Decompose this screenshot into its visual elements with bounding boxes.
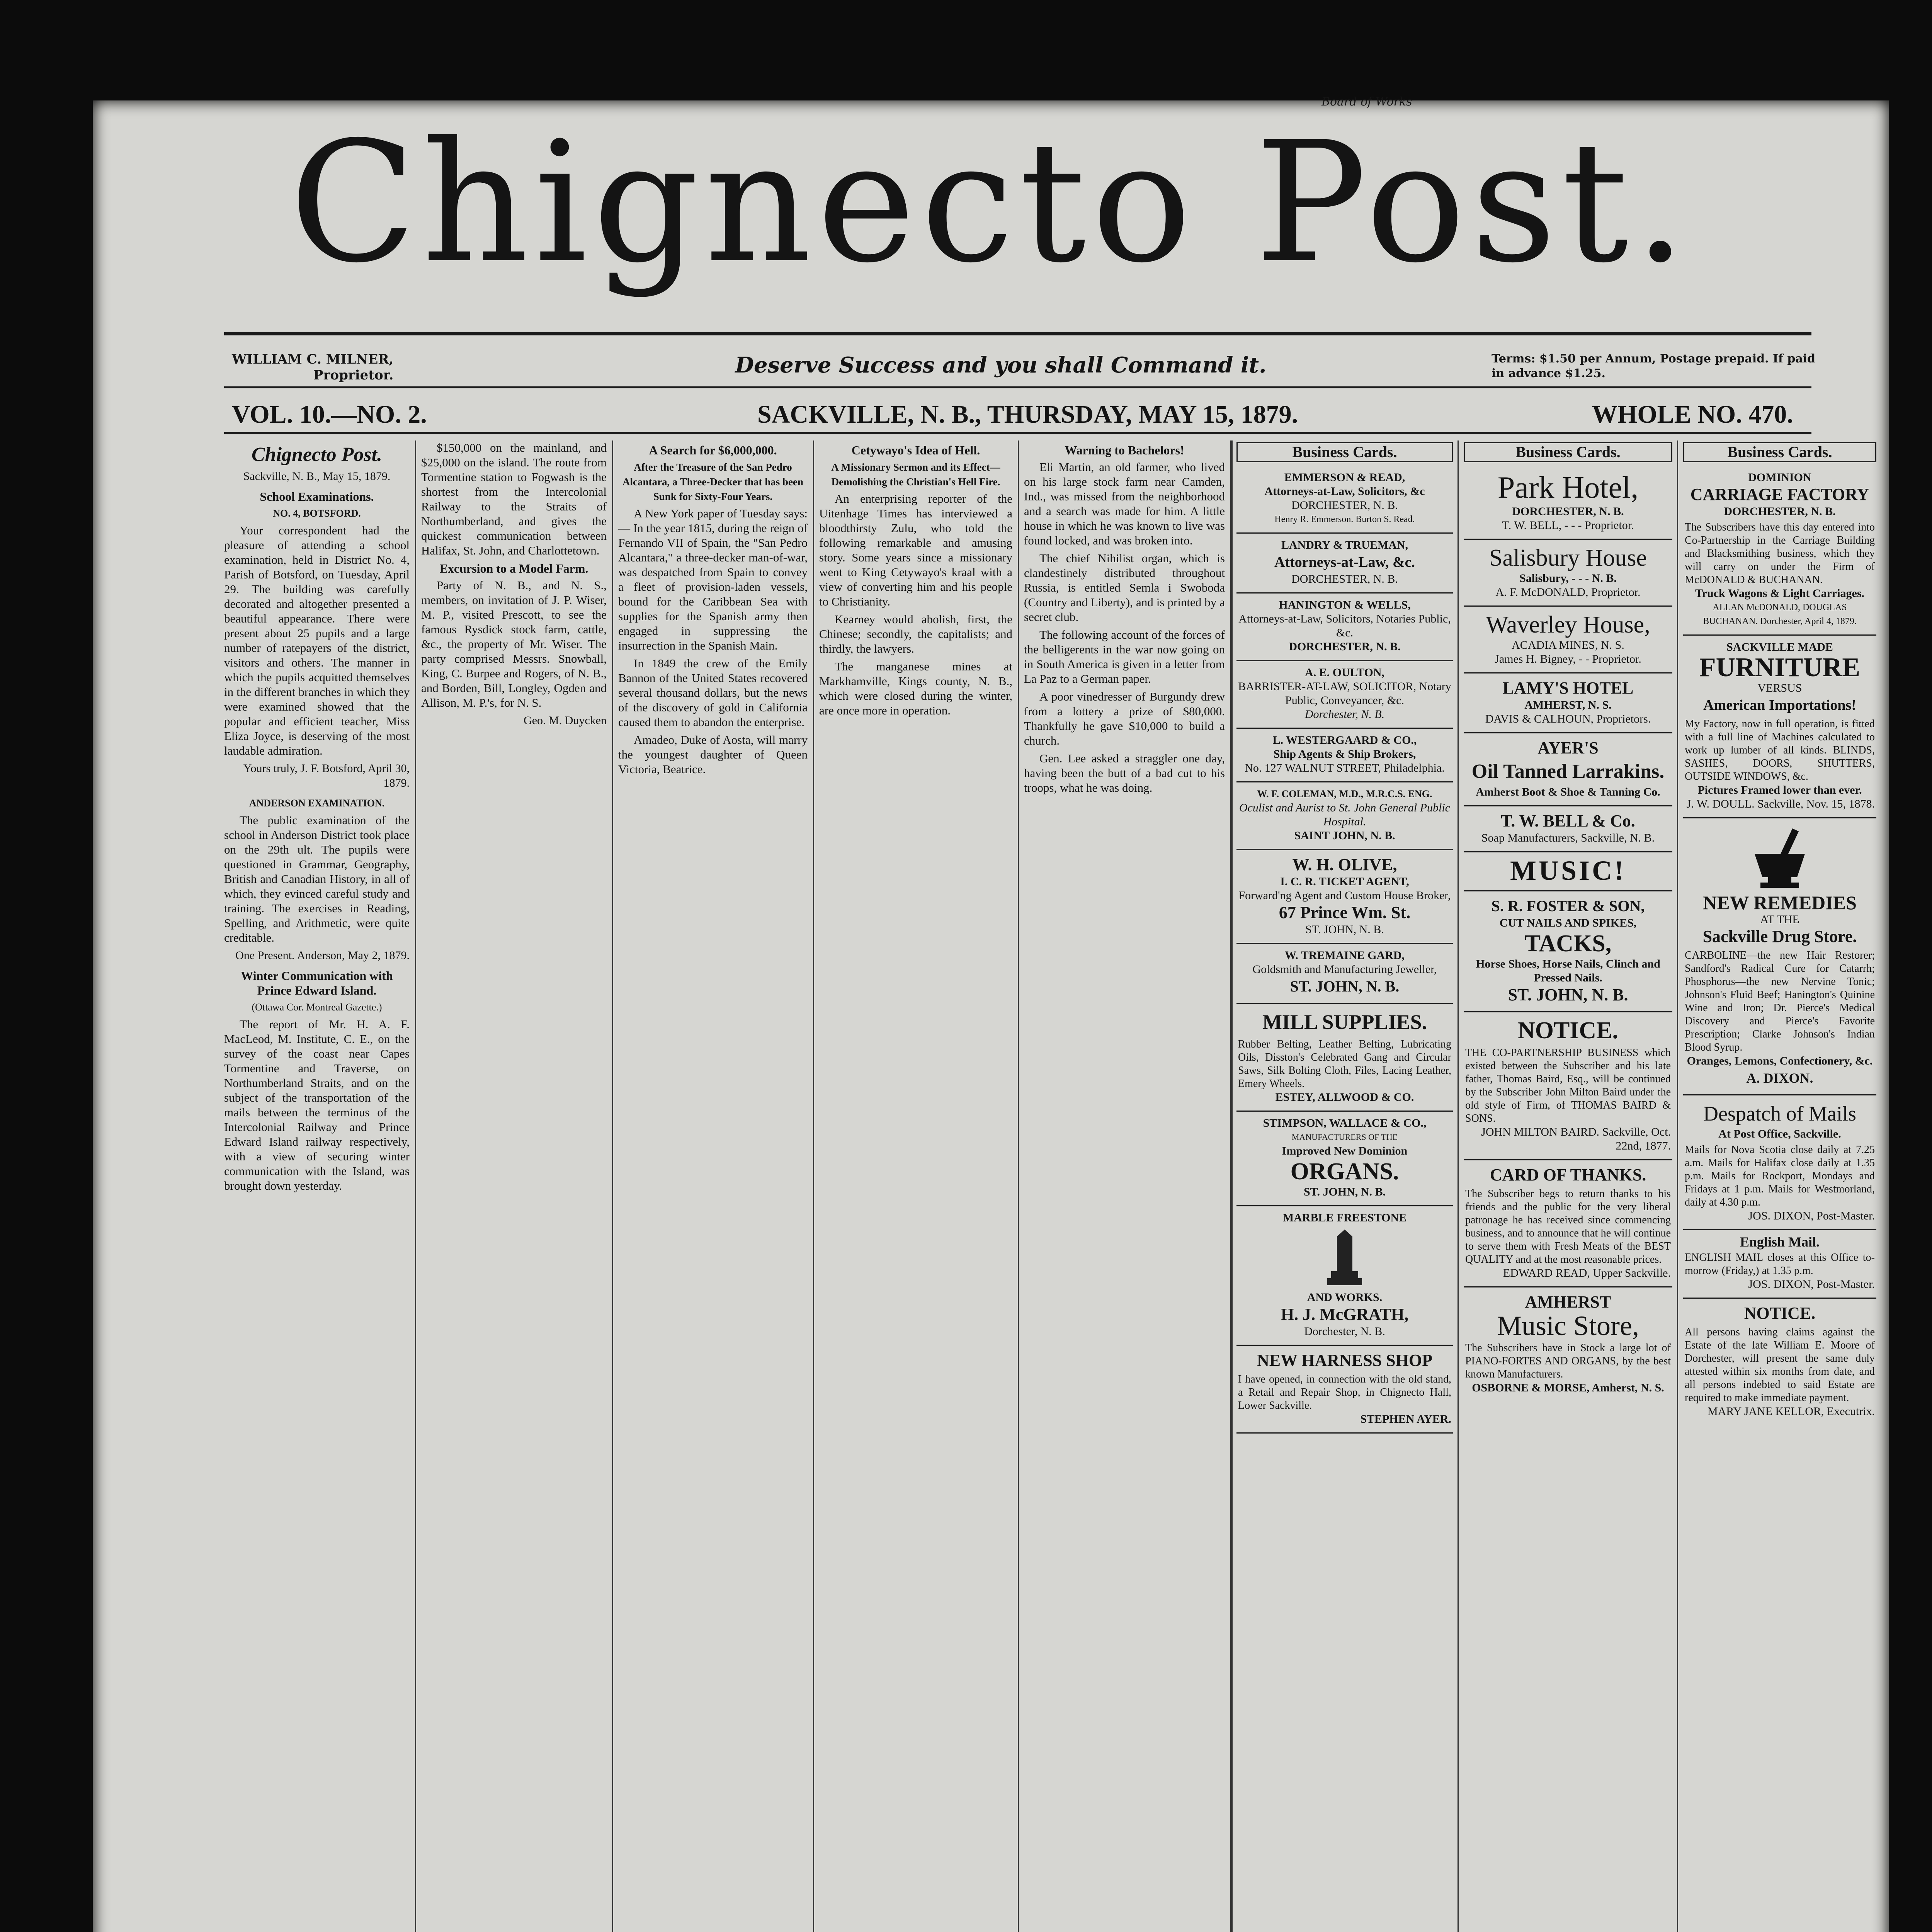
volume-number: VOL. 10.—NO. 2. [232, 400, 427, 429]
masthead-rule-mid [224, 386, 1811, 388]
column-rule [1458, 440, 1459, 1932]
publisher-role: Proprietor. [313, 367, 394, 383]
notice-moore-estate: NOTICE. All persons having claims against the Estate of the late William E. Moore of Dorchester, will present the same duly attested within six months from date, and all persons indebted to said Estate are required to make immediate payment. MARY JANE KELLOR, Executrix. [1685, 1304, 1875, 1418]
paper-name: Chignecto Post. [251, 444, 383, 466]
card-of-thanks: CARD OF THANKS. The Subscriber begs to return thanks to his friends and the public for the very liberal patronage he has received since commencing business, and to announce that he will continue to serve them with Fresh Meats of the BEST QUALITY and at the most reasonable prices. EDWARD READ, Upper Sackville. [1464, 1160, 1672, 1287]
ad-harness-shop: NEW HARNESS SHOP I have opened, in connection with the old stand, a Retail and Repair Shop, in Chignecto Hall, Lower Sackville. STEPHEN AYER. [1236, 1346, 1453, 1434]
article-model-farm: Party of N. B., and N. S., members, on invitation of J. P. Wiser, M. P., visited Prescott, to see the famous Rysdick stock farm, cattle, &c., the property of Mr. Wiser. The party comprised Messrs. Snowball, King, C. Burpee and Rogers, of N. B., and Borden, Bill, Longley, Ogden and Allison, M. P.'s, for N. S. [421, 578, 607, 709]
ad-new-remedies: NEW REMEDIES AT THE Sackville Drug Store. CARBOLINE—the new Hair Restorer; Sandford's Radical Cure for Catarrh; Phosphorus—the new Nervine Tonic; Johnson's Fluid Beef; Hanington's Quinine Wine and Iron; Dr. Pierce's Medical Discovery and Pierce's Favorite Prescription; Clarke Johnson's Indian Blood Syrup. Oranges, Lemons, Confectionery, &c. A. DIXON. [1683, 818, 1876, 1095]
card-coleman: W. F. COLEMAN, M.D., M.R.C.S. ENG. Oculist and Aurist to St. John General Public Hospital. SAINT JOHN, N. B. [1236, 782, 1453, 850]
article-winter-communication: The report of Mr. H. A. F. MacLeod, M. Institute, C. E., on the survey of the coast near Capes Tormentine and Traverse, on Northumberland Straits, and on the subject of the transportation of the mails between the terminus of the Intercolonial Railway and Prince Edward Island railway respectively, with a view of securing winter communication with the Island, was brought down yesterday. [224, 1017, 410, 1192]
editorial-dateline: Sackville, N. B., May 15, 1879. [243, 470, 391, 483]
article-cetywayo: An enterprising reporter of the Uitenhage Times has interviewed a bloodthirsty Zulu, who told the following remarkable and amusing story. Some years since a missionary went to King Cetywayo's kraal with a view of converting him and his people to Christianity. [819, 492, 1012, 608]
article-nihilist: The chief Nihilist organ, which is clandestinely distributed throughout Russia, is entitled Semla i Swoboda (Country and Liberty), and is printed by a secret club. [1024, 551, 1225, 624]
ad-organs: STIMPSON, WALLACE & CO., MANUFACTURERS OF THE Improved New Dominion ORGANS. ST. JOHN, N. B. [1236, 1112, 1453, 1206]
column-3 [618, 440, 808, 1932]
subscription-terms: Terms: $1.50 per Annum, Postage prepaid. If paid in advance $1.25. [1492, 352, 1816, 380]
ad-lamys-hotel: LAMY'S HOTEL AMHERST, N. S. DAVIS & CALHOUN, Proprietors. [1464, 673, 1672, 733]
masthead-title: Chignecto Post. [289, 106, 1692, 299]
despatch-of-mails: Despatch of Mails At Post Office, Sackville. Mails for Nova Scotia close daily at 7.25 a.m. Mails for Halifax close daily at 1.35 p.m. Mails for Rockport, Mondays and Fridays at 1 p.m. Mails for Westmorland, daily at 4.30 p.m. JOS. DIXON, Post-Master. [1683, 1095, 1876, 1230]
article-emily-bannon: In 1849 the crew of the Emily Bannon of the United States recovered several thousand dollars, but the news of the discovery of gold in California caused them to abandon the enterprise. [618, 656, 808, 729]
article-botsford: Your correspondent had the pleasure of attending a school examination, held in District No. 4, Parish of Botsford, on Tuesday, April 29. The building was carefully decorated and altogether presented a beautiful appearance. There were present about 25 pupils and a large number of ratepayers of the district, visitors and others. The manner in which the pupils acquitted themselves in the different branches in which they were examined showed that the popular and efficient teacher, Miss Eliza Joyce, is deserving of the most laudable admiration. [224, 524, 410, 757]
ad-marble-works: MARBLE FREESTONE AND WORKS. H. J. McGRATH, Dorchester, N. B. [1236, 1206, 1453, 1346]
ad-ayers-larrakins: AYER'S Oil Tanned Larrakins. Amherst Boot & Shoe & Tanning Co. [1464, 733, 1672, 806]
business-cards-header: Business Cards. [1464, 442, 1672, 462]
card-westergaard: L. WESTERGAARD & CO., Ship Agents & Ship Brokers, No. 127 WALNUT STREET, Philadelphia. [1236, 729, 1453, 782]
publisher-block [232, 352, 393, 383]
headline-bachelors: Warning to Bachelors! [1065, 443, 1184, 457]
subhead-anderson: ANDERSON EXAMINATION. [249, 798, 385, 809]
ad-waverley-house: Waverley House, ACADIA MINES, N. S. James H. Bigney, - - Proprietor. [1464, 607, 1672, 673]
subhead-san-pedro: After the Treasure of the San Pedro Alcantara, a Three-Decker that has been Sunk for Sixty-Four Years. [622, 461, 803, 502]
headline-winter-communication: Winter Communication with Prince Edward Island. [241, 969, 393, 997]
article-kearney: Kearney would abolish, first, the Chinese; secondly, the capitalists; and thirdly, the lawyers. [819, 612, 1012, 655]
ad-carriage-factory: DOMINION CARRIAGE FACTORY DORCHESTER, N. B. The Subscribers have this day entered into Co-Partnership in the Carriage Building and Blacksmithing business, which they will carry on under the Firm of McDONALD & BUCHANAN. Truck Wagons & Light Carriages. ALLAN McDONALD, DOUGLAS BUCHANAN. Dorchester, April 4, 1879. [1683, 466, 1876, 636]
headline-search-treasure: A Search for $6,000,000. [649, 443, 777, 457]
headline-school-exams: School Examinations. [260, 490, 374, 503]
article-san-pedro: A New York paper of Tuesday says:— In the year 1815, during the reign of Fernando VII of Spain, the "San Pedro Alcantara," a three-decker man-of-war, was despatched from Spain to convey a fleet of provision-laden vessels, bound for the Caribbean Sea with supplies for the Spanish army then engaged in suppressing the insurrection in the Spanish Main. [618, 507, 808, 652]
ad-amherst-music-store: AMHERST Music Store, The Subscribers have in Stock a large lot of PIANO-FORTES AND ORGANS, by the best known Manufacturers. OSBORNE & MORSE, Amherst, N. S. [1465, 1293, 1671, 1394]
column-rule [1677, 440, 1678, 1932]
signature-duycken: Geo. M. Duycken [524, 714, 607, 727]
ad-park-hotel: Park Hotel, DORCHESTER, N. B. T. W. BELL, - - - Proprietor. [1464, 466, 1672, 540]
issue-date: SACKVILLE, N. B., THURSDAY, MAY 15, 1879. [757, 400, 1298, 429]
article-duke-aosta: Amadeo, Duke of Aosta, will marry the youngest daughter of Queen Victoria, Beatrice. [618, 733, 808, 776]
ad-foster-nails: S. R. FOSTER & SON, CUT NAILS AND SPIKES, TACKS, Horse Shoes, Horse Nails, Clinch and Pressed Nails. ST. JOHN, N. B. [1464, 891, 1672, 1012]
card-landry-trueman: LANDRY & TRUEMAN, Attorneys-at-Law, &c. DORCHESTER, N. B. [1236, 534, 1453, 594]
ad-music-vertical: MUSIC! [1464, 852, 1672, 891]
column-rule [612, 440, 613, 1932]
publisher-name: WILLIAM C. MILNER, [232, 352, 394, 367]
article-route-continued: $150,000 on the mainland, and $25,000 on the island. The route from Tormentine station to Fogwash is the shortest from the Intercolonial Railway to the Straits of Northumberland, and gives the quickest communication between Halifax, St. John, and Charlottetown. [421, 441, 607, 557]
headline-cetywayo: Cetywayo's Idea of Hell. [851, 443, 980, 457]
credit-gazette: (Ottawa Cor. Montreal Gazette.) [252, 1002, 382, 1013]
business-cards-header: Business Cards. [1683, 442, 1876, 462]
masthead-rule-top [224, 332, 1811, 335]
article-south-america: The following account of the forces of the belligerents in the war now going on in South America is given in a letter from La Paz to a German paper. [1024, 628, 1225, 685]
masthead-rule-bottom [224, 432, 1811, 434]
masthead-motto: Deserve Success and you shall Command it. [735, 352, 1267, 378]
column-6-business-cards [1236, 440, 1453, 1932]
board-of-works-stamp: Board of Works [1321, 95, 1412, 109]
signature-anderson: One Present. Anderson, May 2, 1879. [235, 949, 410, 962]
newspaper-page [93, 95, 1889, 1932]
signature-botsford: Yours truly, J. F. Botsford, April 30, 1879. [243, 762, 410, 789]
article-anderson: The public examination of the school in Anderson District took place on the 29th ult. The pupils were questioned in Grammar, Geography, British and Canadian History, in all of which, they evinced careful study and training. The exercises in Reading, Spelling, and Arithmetic, were quite creditable. [224, 813, 410, 944]
card-hanington-wells: HANINGTON & WELLS, Attorneys-at-Law, Solicitors, Notaries Public, &c. DORCHESTER, N. B. [1236, 594, 1453, 661]
business-cards-header: Business Cards. [1236, 442, 1453, 462]
column-8-business-cards [1683, 440, 1876, 1932]
article-gen-lee: Gen. Lee asked a straggler one day, having been the butt of a bad cut to his troops, what he was doing. [1024, 752, 1225, 794]
ad-salisbury-house: Salisbury House Salisbury, - - - N. B. A. F. McDONALD, Proprietor. [1464, 540, 1672, 607]
ad-furniture: SACKVILLE MADE FURNITURE VERSUS American Importations! My Factory, now in full operation, is fitted with a full line of Machines calculated to work up lumber of all kinds. BLINDS, SASHES, DOORS, SHUTTERS, OUTSIDE WINDOWS, &c. Pictures Framed lower than ever. J. W. DOULL. Sackville, Nov. 15, 1878. [1683, 636, 1876, 818]
notice-baird: NOTICE. THE CO-PARTNERSHIP BUSINESS which existed between the Subscriber and his late father, Thomas Baird, Esq., will be continued by the Subscriber John Milton Baird under the old style of Firm, of THOMAS BAIRD & SONS. JOHN MILTON BAIRD. Sackville, Oct. 22nd, 1877. [1464, 1012, 1672, 1160]
ad-mill-supplies: MILL SUPPLIES. Rubber Belting, Leather Belting, Lubricating Oils, Disston's Celebrated Gang and Circular Saws, Silk Bolting Cloth, Files, Lacing Leather, Emery Wheels. ESTEY, ALLWOOD & CO. [1236, 1004, 1453, 1112]
column-5 [1024, 440, 1225, 1932]
ad-bell-soap: T. W. BELL & Co. Soap Manufacturers, Sackville, N. B. [1464, 806, 1672, 852]
column-7-business-cards [1464, 440, 1672, 1932]
english-mail: English Mail. ENGLISH MAIL closes at this Office to-morrow (Friday,) at 1.35 p.m. JOS. DIXON, Post-Master. [1683, 1230, 1876, 1299]
card-tremaine-gard: W. TREMAINE GARD, Goldsmith and Manufacturing Jeweller, ST. JOHN, N. B. [1236, 944, 1453, 1004]
article-eli-martin: Eli Martin, an old farmer, who lived on his large stock farm near Camden, Ind., was missed from the neighborhood and a search was made for him. A little house in which he was known to live was found locked, and was broken into. [1024, 460, 1225, 547]
column-rule [813, 440, 814, 1932]
card-olive: W. H. OLIVE, I. C. R. TICKET AGENT, Forward'ng Agent and Custom House Broker, 67 Prince Wm. St. ST. JOHN, N. B. [1236, 850, 1453, 944]
subhead-missionary: A Missionary Sermon and its Effect—Demolishing the Christian's Hell Fire. [831, 461, 1000, 488]
card-oulton: A. E. OULTON, BARRISTER-AT-LAW, SOLICITOR, Notary Public, Conveyancer, &c. Dorchester, N. B. [1236, 661, 1453, 729]
column-rule [1018, 440, 1019, 1932]
subhead-botsford: NO. 4, BOTSFORD. [273, 508, 361, 519]
article-lottery: A poor vinedresser of Burgundy drew from a lottery a prize of $80,000. Thankfully he gave $10,000 to build a church. [1024, 690, 1225, 747]
column-2 [421, 440, 607, 1932]
monument-icon [1323, 1229, 1366, 1287]
column-rule [1230, 440, 1233, 1932]
headline-model-farm: Excursion to a Model Farm. [439, 561, 588, 575]
mortar-pestle-icon [1747, 827, 1813, 889]
article-manganese: The manganese mines at Markhamville, Kings county, N. B., which were closed during the winter, are once more in operation. [819, 660, 1012, 717]
whole-number: WHOLE NO. 470. [1592, 400, 1793, 429]
column-1 [224, 440, 410, 1932]
column-4 [819, 440, 1012, 1932]
column-rule [415, 440, 416, 1932]
card-emmerson-read: EMMERSON & READ, Attorneys-at-Law, Solicitors, &c DORCHESTER, N. B. Henry R. Emmerson. Burton S. Read. [1236, 466, 1453, 534]
